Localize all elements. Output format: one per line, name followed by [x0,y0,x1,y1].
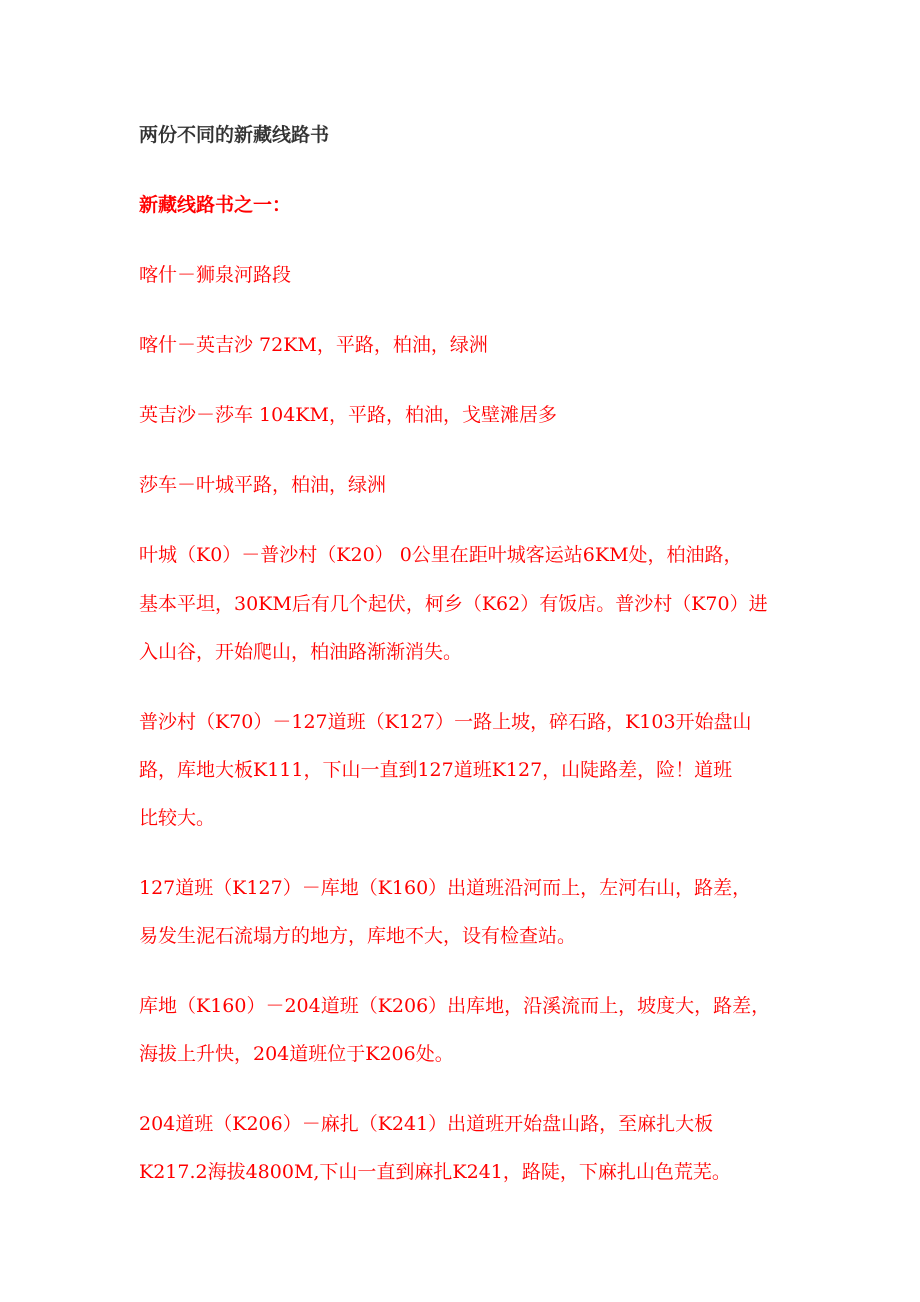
route-line: 基本平坦，30KM后有几个起伏，柯乡（K62）有饭店。普沙村（K70）进 [139,593,768,615]
route-line: 喀什－狮泉河路段 [139,264,292,286]
route-line: 204道班（K206）－麻扎（K241）出道班开始盘山路，至麻扎大板 [139,1113,714,1135]
document-title: 两份不同的新藏线路书 [139,124,330,146]
route-line: 莎车－叶城平路，柏油，绿洲 [139,474,387,496]
route-line: 英吉沙－莎车 104KM，平路，柏油，戈壁滩居多 [139,404,557,426]
route-line: 海拔上升快，204道班位于K206处。 [139,1043,454,1065]
route-line: 127道班（K127）－库地（K160）出道班沿河而上，左河右山，路差， [139,877,752,899]
route-line: 普沙村（K70）－127道班（K127）一路上坡，碎石路，K103开始盘山 [139,711,752,733]
route-line: 喀什－英吉沙 72KM，平路，柏油，绿洲 [139,334,488,356]
route-line: 入山谷，开始爬山，柏油路渐渐消失。 [139,641,463,663]
route-line: 库地（K160）－204道班（K206）出库地，沿溪流而上，坡度大，路差， [139,995,771,1017]
route-line: 叶城（K0）－普沙村（K20） 0公里在距叶城客运站6KM处，柏油路， [139,544,743,566]
route-line: K217.2海拔4800M,下山一直到麻扎K241，路陡，下麻扎山色荒芜。 [139,1161,731,1183]
route-line: 易发生泥石流塌方的地方，库地不大，设有检查站。 [139,925,577,947]
section-heading: 新藏线路书之一： [139,194,292,216]
route-line: 路，库地大板K111，下山一直到127道班K127，山陡路差，险！道班 [139,759,733,781]
route-line: 比较大。 [139,807,216,829]
